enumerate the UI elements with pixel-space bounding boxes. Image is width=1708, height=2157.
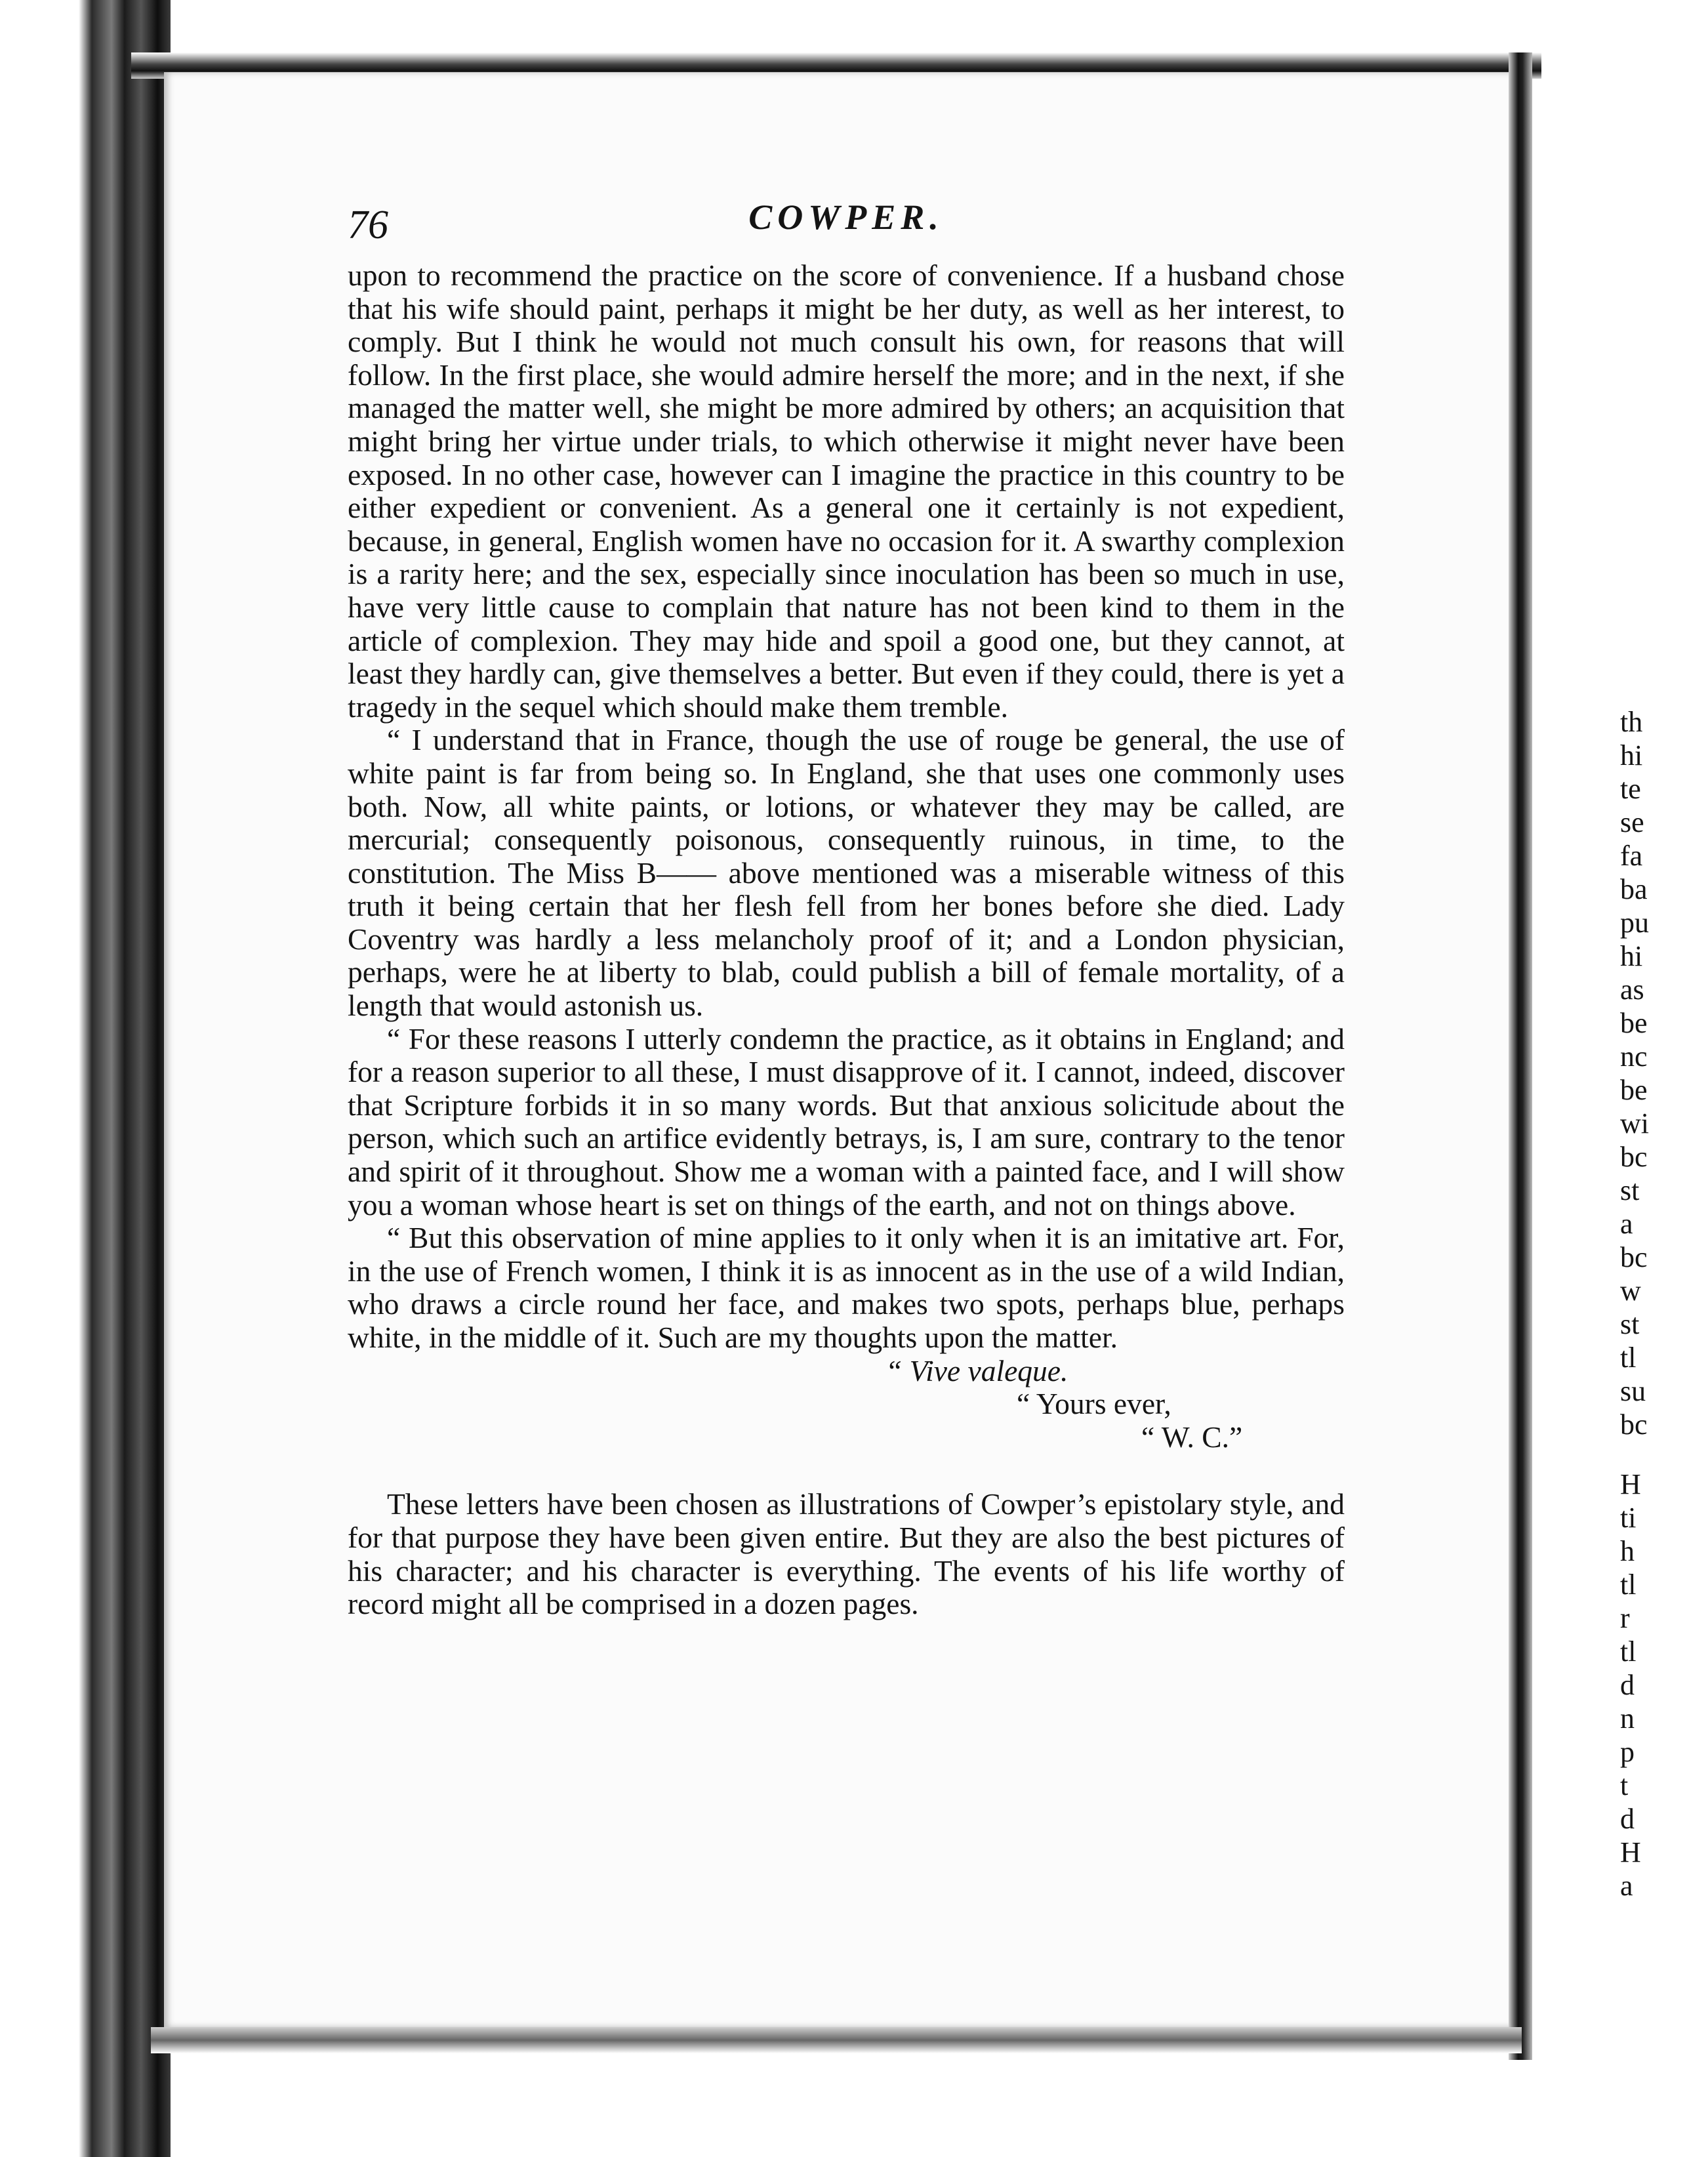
next-page-fragment-line: nc <box>1620 1040 1648 1073</box>
body-text <box>348 259 1345 1621</box>
next-page-fragment-line: fa <box>1620 840 1643 872</box>
next-page-fragment-line: p <box>1620 1736 1635 1768</box>
closing-signature: “ W. C.” <box>1141 1420 1243 1454</box>
next-page-fragment-line: w <box>1620 1275 1641 1307</box>
next-page-fragment-line: tl <box>1620 1569 1637 1601</box>
next-page-fragment-line: bc <box>1620 1141 1648 1173</box>
next-page-fragment-line: H <box>1620 1836 1641 1868</box>
next-page-fragment-line: st <box>1620 1174 1640 1206</box>
book-gutter <box>1509 52 1532 2060</box>
next-page-fragment-line: a <box>1620 1208 1633 1240</box>
next-page-fragment-line: be <box>1620 1074 1648 1106</box>
next-page-fragment-line: be <box>1620 1007 1648 1039</box>
next-page-fragment-line: se <box>1620 806 1644 838</box>
letter-closing <box>348 1355 1345 1454</box>
next-page-fragment <box>1620 705 1708 1902</box>
next-page-fragment-line: hi <box>1620 739 1643 771</box>
next-page-upper-lines <box>1620 705 1708 1441</box>
next-page-lower-lines <box>1620 1468 1708 1902</box>
next-page-fragment-line: ti <box>1620 1502 1637 1534</box>
next-page-fragment-line: ba <box>1620 873 1648 905</box>
next-page-fragment-line: bc <box>1620 1241 1648 1273</box>
next-page-fragment-line: n <box>1620 1702 1635 1735</box>
next-page-fragment-line: t <box>1620 1769 1629 1801</box>
next-page-fragment-line: hi <box>1620 940 1643 972</box>
final-paragraph: These letters have been chosen as illustrations of Cowper’s epistolary style, and for that purpose they have been given entire. But they are also the best pictures of his character; and his character is everything. The events of his life worthy of record might all be comprised in a dozen pages. <box>348 1487 1345 1621</box>
next-page-fragment-line: tl <box>1620 1342 1637 1374</box>
next-page-fragment-line: bc <box>1620 1408 1648 1441</box>
next-page-fragment-line: st <box>1620 1308 1640 1340</box>
next-page-fragment-line: tl <box>1620 1635 1637 1668</box>
running-head: COWPER. <box>748 197 944 237</box>
closing-yours: “ Yours ever, <box>1017 1387 1171 1421</box>
next-page-fragment-line: r <box>1620 1602 1630 1634</box>
paragraph-2: “ I understand that in France, though the use of rouge be general, the use of white paint is far from being so. In England, she that uses one commonly uses both. Now, all white paints, or lotions, or whatever they may be called, are mercurial; consequently poisonous, consequently ruinous, in time, to the constitution. The Miss B—— above mentioned was a miserable witness of this truth it being certain that her flesh fell from her bones before she died. Lady Coventry was hardly a less melancholy proof of it; and a London physician, perhaps, were he at liberty to blab, could publish a bill of female mortality, of a length that would astonish us. <box>348 723 1345 1023</box>
next-page-fragment-line: as <box>1620 974 1644 1006</box>
page-number: 76 <box>348 203 388 247</box>
next-page-fragment-line: h <box>1620 1535 1635 1567</box>
next-page-fragment-line: H <box>1620 1468 1641 1500</box>
next-page-fragment-line: d <box>1620 1803 1635 1835</box>
paragraph-1: upon to recommend the practice on the score of convenience. If a husband chose that his wife should paint, perhaps it might be her duty, as well as her interest, to comply. But I think he would not much consult his own, for reasons that will follow. In the first place, she would admire herself the more; and in the next, if she managed the matter well, she might be more admired by others; an acquisition that might bring her virtue under trials, to which otherwise it might never have been exposed. In no other case, however can I imagine the practice in this country to be either expedient or convenient. As a general one it certainly is not expedient, because, in general, English women have no occasion for it. A swarthy complexion is a rarity here; and the sex, especially since inoculation has been so much in use, have very little cause to complain that nature has not been kind to them in the article of complexion. They may hide and spoil a good one, but they cannot, at least they hardly can, give themselves a better. But even if they could, there is yet a tragedy in the sequel which should make them tremble. <box>348 258 1345 724</box>
next-page-fragment-line: pu <box>1620 907 1649 939</box>
next-page-fragment-line: a <box>1620 1870 1633 1902</box>
paragraph-3: “ For these reasons I utterly condemn the practice, as it obtains in England; and for a reason superior to all these, I must disapprove of it. I cannot, indeed, discover that Scripture forbids it in so many words. But that anxious solicitude about the person, which such an artifice evidently betrays, is, I am sure, contrary to the tenor and spirit of it throughout. Show me a woman with a painted face, and I will show you a woman whose heart is set on things of the earth, and not on things above. <box>348 1021 1345 1222</box>
next-page-fragment-line: wi <box>1620 1107 1649 1140</box>
next-page-fragment-line: th <box>1620 706 1643 738</box>
next-page-fragment-line: su <box>1620 1375 1646 1407</box>
closing-vale: “ Vive valeque. <box>885 1353 1068 1387</box>
next-page-fragment-line: te <box>1620 773 1641 805</box>
page-header <box>348 197 1345 256</box>
paragraph-4: “ But this observation of mine applies to it only when it is an imitative art. For, in the use of French women, I think it is as innocent as in the use of a wild Indian, who draws a circle round her face, and makes two spots, perhaps blue, perhaps white, in the middle of it. Such are my thoughts upon the matter. <box>348 1221 1345 1354</box>
page-bottom-edge <box>151 2027 1522 2053</box>
next-page-fragment-line: d <box>1620 1669 1635 1701</box>
book-spine-edge <box>0 0 171 2157</box>
